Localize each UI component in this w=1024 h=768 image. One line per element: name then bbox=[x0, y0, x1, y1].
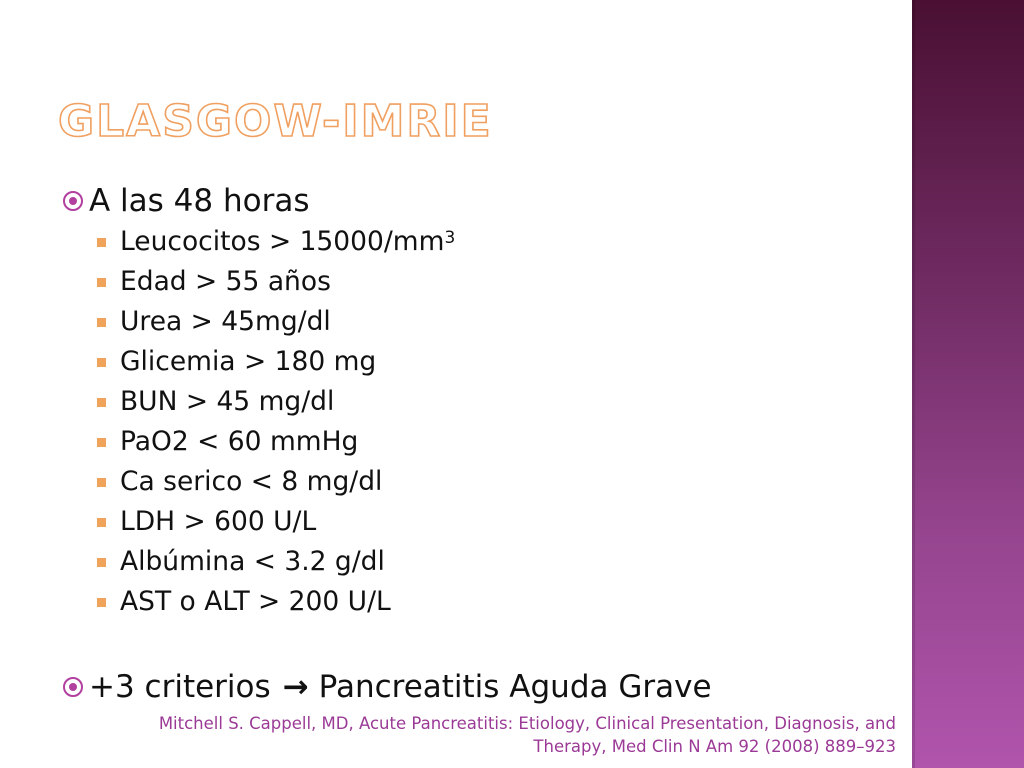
conclusion-after: Pancreatitis Aguda Grave bbox=[318, 669, 712, 705]
circled-dot-bullet-icon bbox=[63, 191, 83, 211]
criteria-item bbox=[97, 302, 908, 342]
square-bullet-icon bbox=[97, 238, 106, 247]
square-bullet-icon bbox=[97, 278, 106, 287]
square-bullet-icon bbox=[97, 318, 106, 327]
square-bullet-icon bbox=[97, 478, 106, 487]
criteria-item bbox=[97, 542, 908, 582]
criteria-text: BUN > 45 mg/dl bbox=[120, 386, 335, 417]
criteria-item bbox=[97, 262, 908, 302]
square-bullet-icon bbox=[97, 518, 106, 527]
criteria-text: AST o ALT > 200 U/L bbox=[120, 586, 391, 617]
criteria-text: Ca serico < 8 mg/dl bbox=[120, 466, 383, 497]
square-bullet-icon bbox=[97, 598, 106, 607]
conclusion-bullet-item bbox=[58, 666, 908, 708]
main-bullet-item bbox=[58, 180, 908, 222]
criteria-text: Edad > 55 años bbox=[120, 266, 331, 297]
reference-line-2: Therapy, Med Clin N Am 92 (2008) 889–923 bbox=[533, 737, 896, 756]
square-bullet-icon bbox=[97, 438, 106, 447]
criteria-item bbox=[97, 422, 908, 462]
circled-dot-bullet-icon bbox=[63, 677, 83, 697]
criteria-item bbox=[97, 342, 908, 382]
square-bullet-icon bbox=[97, 558, 106, 567]
square-bullet-icon bbox=[97, 398, 106, 407]
criteria-item bbox=[97, 382, 908, 422]
criteria-list bbox=[58, 222, 908, 622]
decorative-side-band bbox=[912, 0, 1024, 768]
slide-body bbox=[58, 180, 908, 708]
reference-line-1: Mitchell S. Cappell, MD, Acute Pancreatitis: Etiology, Clinical Presentation, Diagnosis, and bbox=[158, 714, 896, 733]
criteria-item bbox=[97, 502, 908, 542]
criteria-text: Albúmina < 3.2 g/dl bbox=[120, 546, 385, 577]
criteria-text: LDH > 600 U/L bbox=[120, 506, 317, 537]
right-arrow-icon: → bbox=[282, 669, 309, 705]
main-bullet-text: A las 48 horas bbox=[89, 183, 310, 219]
criteria-text: Leucocitos > 15000/mm bbox=[120, 226, 445, 257]
reference-citation bbox=[56, 712, 896, 758]
criteria-item bbox=[97, 462, 908, 502]
slide-title: GLASGOW-IMRIE bbox=[58, 96, 493, 147]
criteria-text: Urea > 45mg/dl bbox=[120, 306, 331, 337]
criteria-text: Glicemia > 180 mg bbox=[120, 346, 377, 377]
criteria-item bbox=[97, 582, 908, 622]
conclusion-before: +3 criterios bbox=[89, 669, 271, 705]
criteria-text: PaO2 < 60 mmHg bbox=[120, 426, 359, 457]
square-bullet-icon bbox=[97, 358, 106, 367]
criteria-item: Leucocitos > 15000/mm $^3$ bbox=[97, 222, 908, 262]
